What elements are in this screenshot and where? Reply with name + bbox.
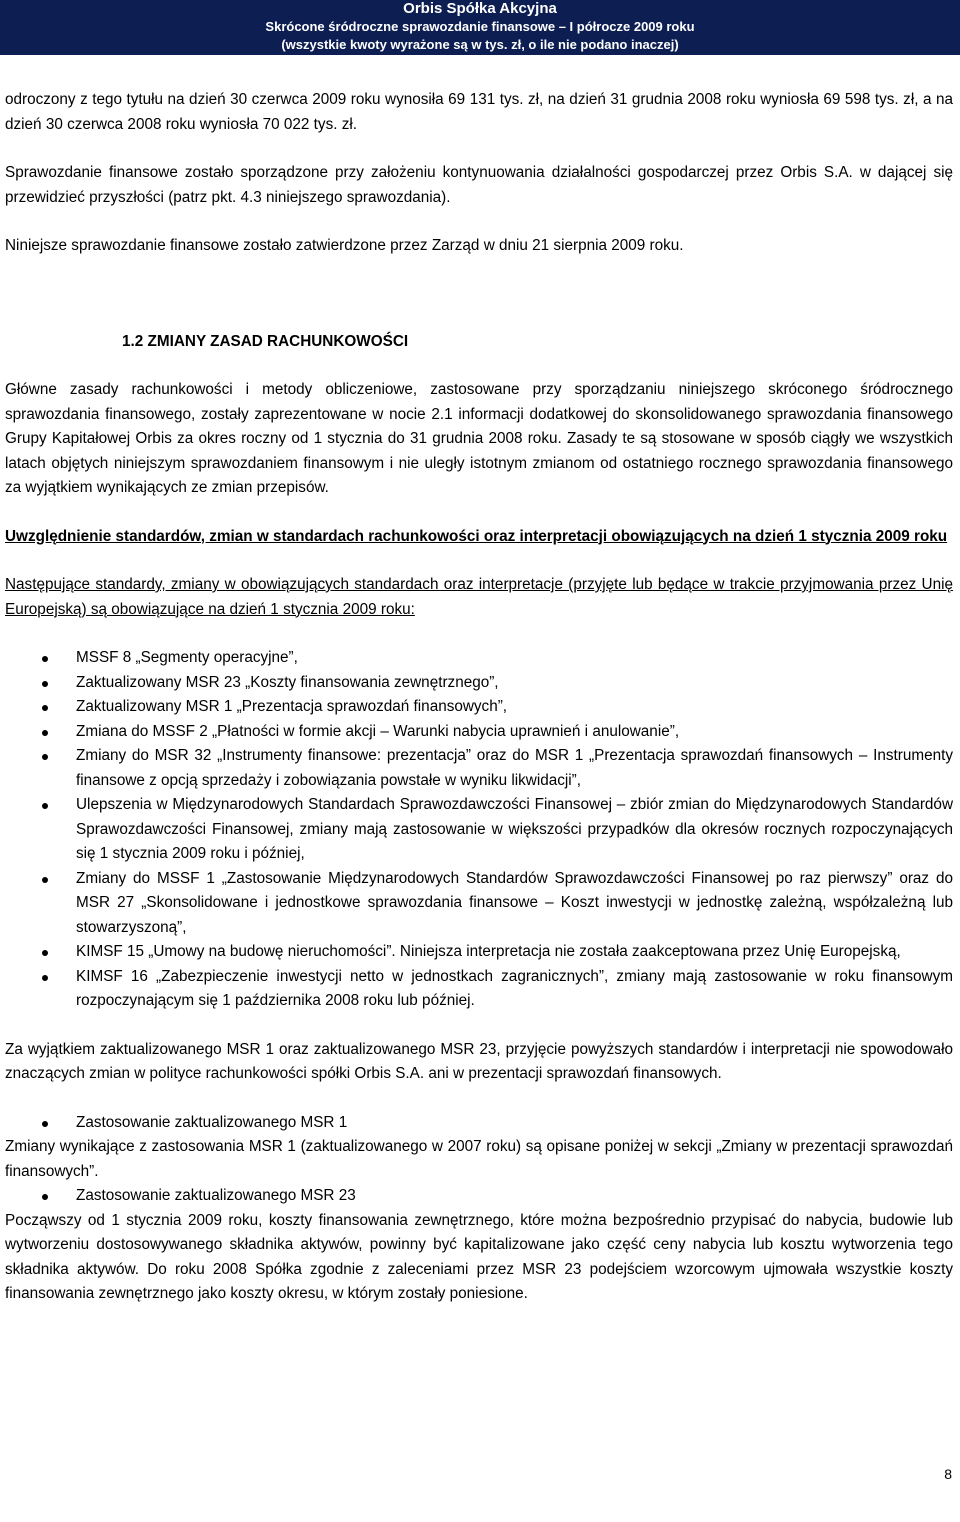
list-item: Zmiana do MSSF 2 „Płatności w formie akcji – Warunki nabycia uprawnień i anulowanie”, [5, 720, 953, 745]
company-name: Orbis Spółka Akcyjna [403, 0, 557, 17]
list-item: Zmiany do MSR 32 „Instrumenty finansowe: prezentacja” oraz do MSR 1 „Prezentacja sprawozdań finansowych – Instrumenty finansowe z opcją sprzedaży i zobowiązania powstałe w wyniku likwidacji”, [5, 744, 953, 793]
msr23-paragraph: Począwszy od 1 stycznia 2009 roku, koszty finansowania zewnętrznego, które można bezpośrednio przypisać do nabycia, budowie lub wytworzeniu dostosowywanego składnika aktywów, powinny być kapitalizowane jako część ceny nabycia lub kosztu wytworzenia tego składnika aktywów. Do roku 2008 Spółka zgodnie z zaleceniami przez MSR 23 podejściem wzorcowym ujmowała wszystkie koszty finansowania zewnętrznego jako koszty okresu, w którym zostały poniesione. [5, 1211, 953, 1302]
standards-list [5, 646, 953, 1014]
section-paragraph-1: Główne zasady rachunkowości i metody obliczeniowe, zastosowane przy sporządzaniu niniejszego skróconego śródrocznego sprawozdania finansowego, zostały zaprezentowane w nocie 2.1 informacji dodatkowej do skonsolidowanego sprawozdania finansowego Grupy Kapitałowej Orbis za okres roczny od 1 stycznia do 31 grudnia 2008 roku. Zasady te są stosowane w sposób ciągły we wszystkich latach objętych niniejszym sprawozdaniem finansowym i nie uległy istotnym zmianom od ostatniego rocznego sprawozdania finansowego za wyjątkiem wynikających ze zmian przepisów. [5, 381, 953, 496]
msr23-bullet-list [5, 1184, 953, 1209]
msr23-heading: Zastosowanie zaktualizowanego MSR 23 [5, 1184, 953, 1209]
msr1-heading: Zastosowanie zaktualizowanego MSR 1 [5, 1111, 953, 1136]
list-item: Zmiany do MSSF 1 „Zastosowanie Międzynarodowych Standardów Sprawozdawczości Finansowej po raz pierwszy” oraz do MSR 27 „Skonsolidowane i jednostkowe sprawozdania finansowe – Koszt inwestycji w jednostkę zależną, współzależną lub stowarzyszoną”, [5, 867, 953, 941]
document-body [5, 88, 953, 1307]
list-item: Zaktualizowany MSR 23 „Koszty finansowania zewnętrznego”, [5, 671, 953, 696]
msr1-paragraph: Zmiany wynikające z zastosowania MSR 1 (zaktualizowanego w 2007 roku) są opisane poniżej w sekcji „Zmiany w prezentacji sprawozdań finansowych”. [5, 1138, 953, 1180]
list-item: Ulepszenia w Międzynarodowych Standardach Sprawozdawczości Finansowej – zbiór zmian do Międzynarodowych Standardów Sprawozdawczości Finansowej, zmiany mają zastosowanie w większości przypadków dla okresów rocznych rozpoczynających się 1 stycznia 2009 roku i później, [5, 793, 953, 867]
intro-paragraph-1: odroczony z tego tytułu na dzień 30 czerwca 2009 roku wynosiła 69 131 tys. zł, na dzień 31 grudnia 2008 roku wyniosła 69 598 tys. zł, a na dzień 30 czerwca 2008 roku wyniosła 70 022 tys. zł. [5, 91, 953, 133]
standards-list-intro: Następujące standardy, zmiany w obowiązujących standardach oraz interpretacje (przyjęte lub będące w trakcie przyjmowania przez Unię Europejską) są obowiązujące na dzień 1 stycznia 2009 roku: [5, 576, 953, 618]
intro-paragraph-2: Sprawozdanie finansowe zostało sporządzone przy założeniu kontynuowania działalności gospodarczej przez Orbis S.A. w dającej się przewidzieć przyszłości (patrz pkt. 4.3 niniejszego sprawozdania). [5, 164, 953, 206]
after-list-paragraph: Za wyjątkiem zaktualizowanego MSR 1 oraz zaktualizowanego MSR 23, przyjęcie powyższych standardów i interpretacji nie spowodowało znaczących zmian w polityce rachunkowości spółki Orbis S.A. ani w prezentacji sprawozdań finansowych. [5, 1040, 953, 1082]
list-item: KIMSF 16 „Zabezpieczenie inwestycji netto w jednostkach zagranicznych”, zmiany mają zastosowanie w roku finansowym rozpoczynającym się 1 października 2008 roku lub później. [5, 965, 953, 1014]
report-subtitle: Skrócone śródroczne sprawozdanie finansowe – I półrocze 2009 roku [265, 19, 695, 34]
intro-paragraph-3: Niniejsze sprawozdanie finansowe zostało zatwierdzone przez Zarząd w dniu 21 sierpnia 2009 roku. [5, 237, 684, 254]
list-item: KIMSF 15 „Umowy na budowę nieruchomości”. Niniejsza interpretacja nie została zaakceptowana przez Unię Europejską, [5, 940, 953, 965]
standards-subheading: Uwzględnienie standardów, zmian w standardach rachunkowości oraz interpretacji obowiązujących na dzień 1 stycznia 2009 roku [5, 527, 948, 545]
list-item: Zaktualizowany MSR 1 „Prezentacja sprawozdań finansowych”, [5, 695, 953, 720]
section-title: 1.2 ZMIANY ZASAD RACHUNKOWOŚCI [122, 332, 409, 350]
amounts-note: (wszystkie kwoty wyrażone są w tys. zł, o ile nie podano inaczej) [281, 37, 679, 52]
page-header [0, 0, 960, 55]
msr1-bullet-list [5, 1111, 953, 1136]
list-item: MSSF 8 „Segmenty operacyjne”, [5, 646, 953, 671]
page-number: 8 [944, 1466, 952, 1482]
